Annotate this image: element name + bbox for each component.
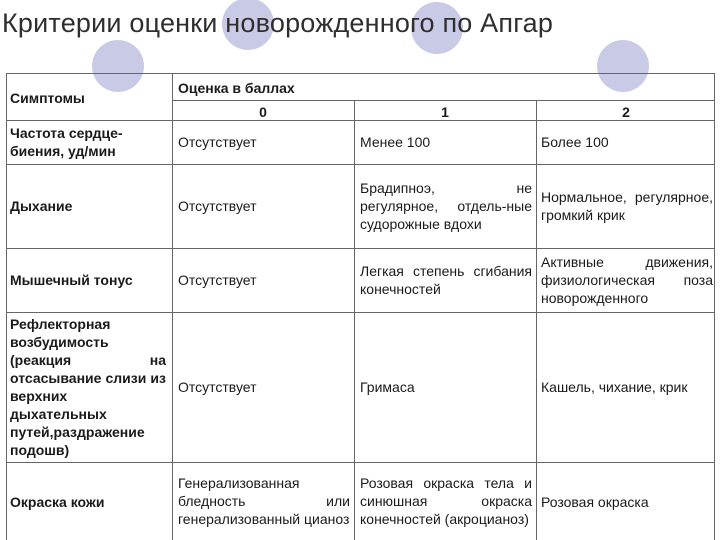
row-breathing-symptom bbox=[10, 166, 168, 246]
header-col-1 bbox=[354, 104, 536, 120]
score-text: Активные движения, физиологическая поза новорожденного bbox=[541, 254, 713, 306]
row-skin-color-score-0 bbox=[178, 462, 350, 540]
row-heart-rate-score-0 bbox=[178, 122, 350, 162]
header-score-text: Оценка в баллах bbox=[178, 80, 295, 96]
row-heart-rate-score-1 bbox=[360, 122, 532, 162]
header-score bbox=[178, 78, 378, 98]
score-text: Отсутствует bbox=[178, 272, 257, 288]
score-text: Кашель, чихание, крик bbox=[541, 379, 688, 395]
score-text: Легкая степень сгибания конечностей bbox=[360, 263, 532, 297]
row-reflex-score-2 bbox=[541, 312, 714, 462]
header-col-2 bbox=[536, 104, 716, 120]
symptom-text: Дыхание bbox=[10, 198, 73, 214]
table-rule bbox=[354, 100, 355, 540]
score-text: Розовая окраска bbox=[541, 494, 649, 510]
row-breathing-score-0 bbox=[178, 166, 350, 246]
symptom-text: Рефлекторная возбудимость (реакция на отсасывание слизи из верхних дыхательных путей,раздражение подошв) bbox=[10, 316, 166, 458]
symptom-text: Мышечный тонус bbox=[10, 272, 133, 288]
symptom-text: Окраска кожи bbox=[10, 494, 105, 510]
row-heart-rate-symptom bbox=[10, 122, 160, 162]
row-reflex-score-1 bbox=[360, 312, 532, 462]
score-text: Генерализованная бледность или генерализованный цианоз bbox=[178, 475, 350, 527]
row-reflex-score-0 bbox=[178, 312, 350, 462]
score-text: Отсутствует bbox=[178, 379, 257, 395]
table-rule bbox=[536, 100, 537, 540]
score-text: Гримаса bbox=[360, 379, 415, 395]
header-col-2-text: 2 bbox=[622, 104, 630, 120]
table-rule bbox=[6, 164, 714, 165]
score-text: Брадипноэ, не регулярное, отдель-ные судорожные вдохи bbox=[360, 180, 532, 232]
table-rule bbox=[172, 100, 714, 101]
row-muscle-tone-score-0 bbox=[178, 250, 350, 310]
score-text: Более 100 bbox=[541, 134, 609, 150]
table-rule bbox=[6, 73, 7, 540]
row-skin-color-score-1 bbox=[360, 462, 532, 540]
row-skin-color-score-2 bbox=[541, 464, 713, 540]
row-breathing-score-1 bbox=[360, 166, 532, 246]
symptom-text: Частота сердце-биения, уд/мин bbox=[10, 125, 123, 159]
header-col-0-text: 0 bbox=[259, 104, 267, 120]
score-text: Отсутствует bbox=[178, 198, 257, 214]
score-text: Менее 100 bbox=[360, 134, 431, 150]
score-text: Нормальное, регулярное, громкий крик bbox=[541, 189, 713, 223]
slide-title: Критерии оценки новорожденного по Апгар bbox=[2, 8, 554, 38]
row-muscle-tone-symptom bbox=[10, 250, 168, 310]
table-rule bbox=[714, 73, 715, 540]
row-reflex-symptom bbox=[10, 312, 166, 462]
row-muscle-tone-score-1 bbox=[360, 250, 532, 310]
header-symptoms-text: Симптомы bbox=[10, 90, 85, 106]
table-rule bbox=[172, 73, 173, 540]
score-text: Розовая окраска тела и синюшная окраска конечностей (акроцианоз) bbox=[360, 475, 532, 527]
header-symptoms bbox=[10, 88, 168, 108]
score-text: Отсутствует bbox=[178, 134, 257, 150]
row-breathing-score-2 bbox=[541, 166, 713, 246]
row-muscle-tone-score-2 bbox=[541, 250, 713, 310]
table-rule bbox=[6, 73, 714, 74]
table-rule bbox=[6, 248, 714, 249]
header-col-1-text: 1 bbox=[441, 104, 449, 120]
row-heart-rate-score-2 bbox=[541, 122, 713, 162]
row-skin-color-symptom bbox=[10, 464, 168, 540]
header-col-0 bbox=[172, 104, 354, 120]
